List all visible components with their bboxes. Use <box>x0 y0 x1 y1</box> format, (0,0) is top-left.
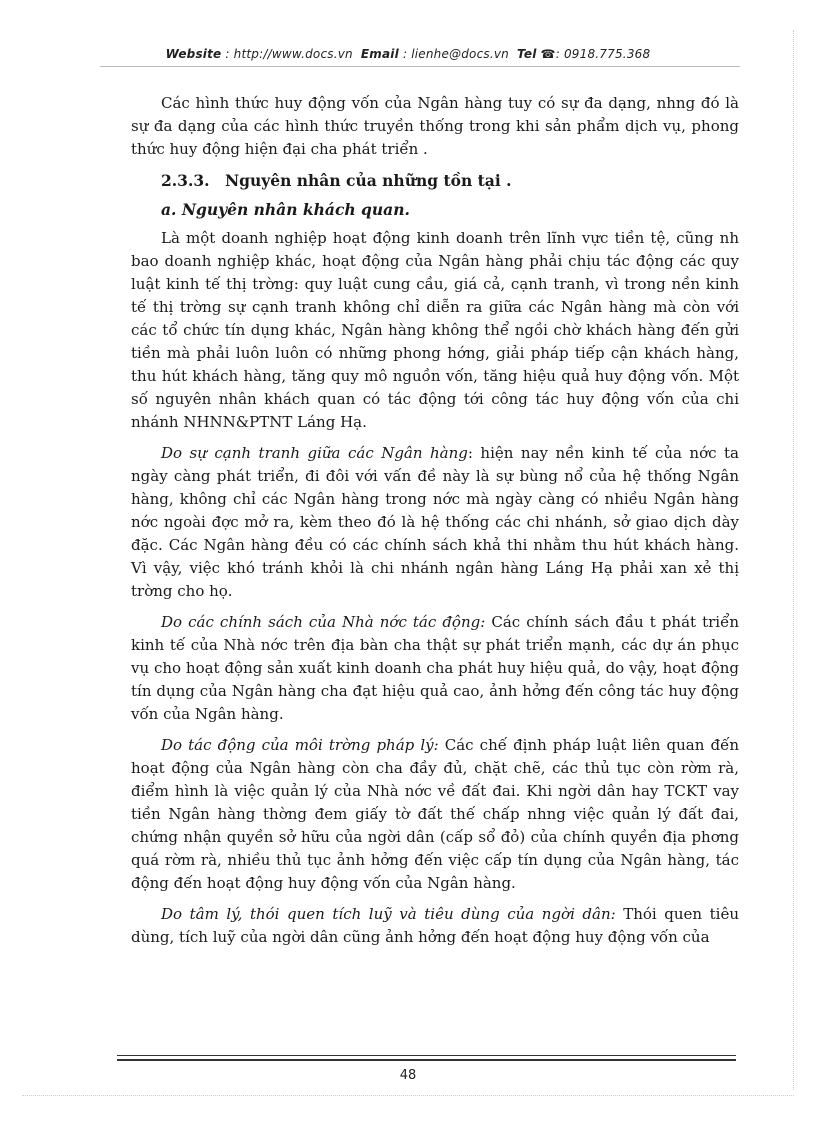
paragraph-4-lead: Do các chính sách của Nhà nớc tác động: <box>161 613 486 631</box>
email-label: Email <box>360 47 399 61</box>
footer-divider-thin <box>117 1055 736 1056</box>
paragraph-2: Là một doanh nghiệp hoạt động kinh doanh trên lĩnh vực tiền tệ, cũng nh bao doanh nghiệp khác, hoạt động của Ngân hàng phải chịu tác động các quy luật kinh tế thị trờng: quy luật cung cầu, giá cả, cạnh tranh, vì trong nền kinh tế thị trờng sự cạnh tranh không chỉ diễn ra giữa các Ngân hàng mà còn với các tổ chức tín dụng khác, Ngân hàng không thể ngồi chờ khách hàng đến gửi tiền mà phải luôn luôn có những phong hớng, giải pháp tiếp cận khách hàng, thu hút khách hàng, tăng quy mô nguồn vốn, tăng hiệu quả huy động vốn. Một số nguyên nhân khách quan có tác động tới công tác huy động vốn của chi nhánh NHNN&PTNT Láng Hạ. <box>131 229 739 431</box>
footer-divider-thick <box>117 1059 736 1061</box>
paragraph-3 <box>131 442 739 603</box>
page-header <box>0 47 816 61</box>
website-label: Website <box>165 47 222 61</box>
paragraph-5-text: Các chế định pháp luật liên quan đến hoạt động của Ngân hàng còn cha đầy đủ, chặt chẽ, các thủ tục còn rờm rà, điểm hình là việc quản lý của Nhà nớc về đất đai. Khi ngời dân hay TCKT vay tiền Ngân hàng thờng đem giấy tờ đất thế chấp nhng việc quản lý đất đai, chứng nhận quyền sở hữu của ngời dân (cấp sổ đỏ) của chính quyền địa phơng quá rờm rà, nhiều thủ tục ảnh hởng đến việc cấp tín dụng của Ngân hàng, tác động đến hoạt động huy động vốn của Ngân hàng. <box>131 736 739 892</box>
section-title: Nguyên nhân của những tồn tại . <box>224 171 512 190</box>
paragraph-5 <box>131 734 739 895</box>
paragraph-5-lead: Do tác động của môi trờng pháp lý: <box>161 736 439 754</box>
subsection-heading: a. Nguyên nhân khách quan. <box>161 200 410 219</box>
paragraph-6-text: Thói quen tiêu dùng, tích luỹ của ngời dân cũng ảnh hởng đến hoạt động huy động vốn của <box>131 905 739 946</box>
header-divider <box>100 66 740 67</box>
page-number: 48 <box>399 1068 417 1083</box>
tel-value: : 0918.775.368 <box>555 47 651 61</box>
paragraph-4 <box>131 611 739 726</box>
document-body <box>131 92 739 949</box>
section-heading <box>161 169 739 192</box>
email-value: : lienhe@docs.vn <box>402 47 509 61</box>
paragraph-3-text: : hiện nay nền kinh tế của nớc ta ngày càng phát triển, đi đôi với vấn đề này là sự bùng nổ của hệ thống Ngân hàng, không chỉ các Ngân hàng trong nớc mà ngày càng có nhiều Ngân hàng nớc ngoài đợc mở ra, kèm theo đó là hệ thống các chi nhánh, sở giao dịch dày đặc. Các Ngân hàng đều có các chính sách khả thi nhằm thu hút khách hàng. Vì vậy, việc khó tránh khỏi là chi nhánh ngân hàng Láng Hạ phải xan xẻ thị trờng cho họ. <box>131 444 739 600</box>
paragraph-6-lead: Do tâm lý, thói quen tích luỹ và tiêu dùng của ngời dân: <box>161 905 616 923</box>
page-border-right <box>793 30 794 1090</box>
paragraph-6 <box>131 903 739 949</box>
phone-icon: ☎ <box>540 47 556 61</box>
paragraph-4-text: Các chính sách đầu t phát triển kinh tế của Nhà nớc trên địa bàn cha thật sự phát triển mạnh, các dự án phục vụ cho hoạt động sản xuất kinh doanh cha phát huy hiệu quả, do vậy, hoạt động tín dụng của Ngân hàng cha đạt hiệu quả cao, ảnh hởng đến công tác huy động vốn của Ngân hàng. <box>131 613 739 723</box>
section-number: 2.3.3. <box>161 171 210 190</box>
paragraph-3-lead: Do sự cạnh tranh giữa các Ngân hàng <box>161 444 468 462</box>
tel-label: Tel <box>517 47 537 61</box>
page-border-bottom <box>22 1095 794 1096</box>
paragraph-1: Các hình thức huy động vốn của Ngân hàng tuy có sự đa dạng, nhng đó là sự đa dạng của các hình thức truyền thống trong khi sản phẩm dịch vụ, phong thức huy động hiện đại cha phát triển . <box>131 94 739 158</box>
website-value: : http://www.docs.vn <box>225 47 353 61</box>
